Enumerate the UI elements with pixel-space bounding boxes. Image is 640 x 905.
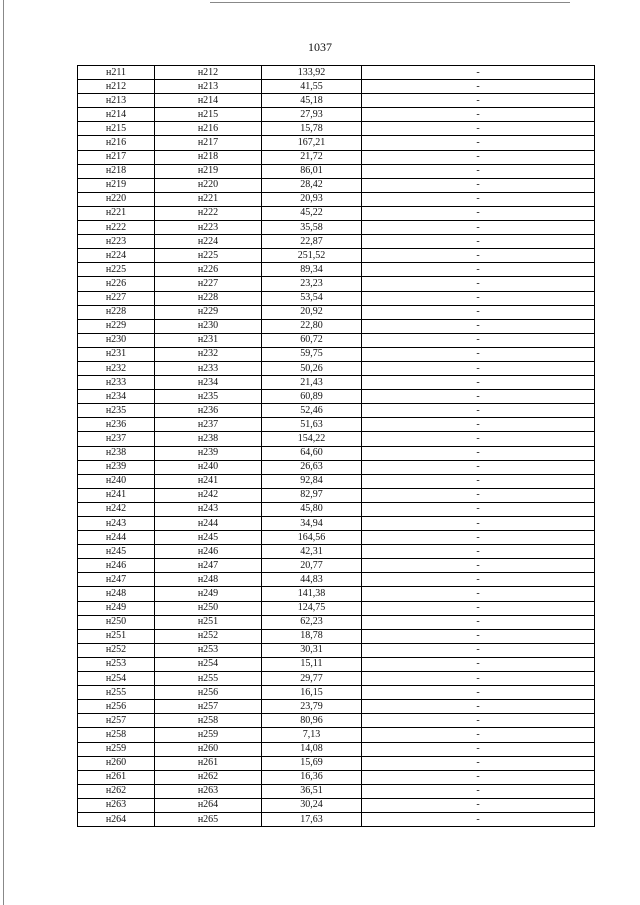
note-cell: - bbox=[362, 629, 595, 643]
note-cell: - bbox=[362, 446, 595, 460]
from-point-cell: н244 bbox=[78, 531, 155, 545]
table-row bbox=[78, 66, 595, 80]
length-cell: 15,78 bbox=[262, 122, 362, 136]
note-cell: - bbox=[362, 305, 595, 319]
note-cell: - bbox=[362, 206, 595, 220]
to-point-cell: н254 bbox=[155, 657, 262, 671]
segments-table bbox=[77, 65, 595, 827]
table-row bbox=[78, 531, 595, 545]
note-cell: - bbox=[362, 474, 595, 488]
from-point-cell: н214 bbox=[78, 108, 155, 122]
from-point-cell: н237 bbox=[78, 432, 155, 446]
note-cell: - bbox=[362, 263, 595, 277]
from-point-cell: н254 bbox=[78, 672, 155, 686]
length-cell: 86,01 bbox=[262, 164, 362, 178]
length-cell: 14,08 bbox=[262, 742, 362, 756]
from-point-cell: н232 bbox=[78, 361, 155, 375]
length-cell: 18,78 bbox=[262, 629, 362, 643]
note-cell: - bbox=[362, 770, 595, 784]
to-point-cell: н260 bbox=[155, 742, 262, 756]
table-row bbox=[78, 94, 595, 108]
to-point-cell: н251 bbox=[155, 615, 262, 629]
note-cell: - bbox=[362, 418, 595, 432]
to-point-cell: н237 bbox=[155, 418, 262, 432]
from-point-cell: н263 bbox=[78, 798, 155, 812]
table-row bbox=[78, 235, 595, 249]
table-row bbox=[78, 108, 595, 122]
from-point-cell: н261 bbox=[78, 770, 155, 784]
note-cell: - bbox=[362, 319, 595, 333]
table-row bbox=[78, 488, 595, 502]
length-cell: 29,77 bbox=[262, 672, 362, 686]
from-point-cell: н235 bbox=[78, 404, 155, 418]
from-point-cell: н243 bbox=[78, 517, 155, 531]
length-cell: 30,31 bbox=[262, 643, 362, 657]
to-point-cell: н250 bbox=[155, 601, 262, 615]
note-cell: - bbox=[362, 108, 595, 122]
to-point-cell: н222 bbox=[155, 206, 262, 220]
to-point-cell: н255 bbox=[155, 672, 262, 686]
length-cell: 22,87 bbox=[262, 235, 362, 249]
note-cell: - bbox=[362, 784, 595, 798]
table-row bbox=[78, 376, 595, 390]
from-point-cell: н248 bbox=[78, 587, 155, 601]
table-row bbox=[78, 206, 595, 220]
note-cell: - bbox=[362, 192, 595, 206]
table-row bbox=[78, 277, 595, 291]
length-cell: 154,22 bbox=[262, 432, 362, 446]
table-row bbox=[78, 249, 595, 263]
length-cell: 92,84 bbox=[262, 474, 362, 488]
note-cell: - bbox=[362, 376, 595, 390]
length-cell: 23,23 bbox=[262, 277, 362, 291]
from-point-cell: н238 bbox=[78, 446, 155, 460]
table-row bbox=[78, 545, 595, 559]
from-point-cell: н230 bbox=[78, 333, 155, 347]
note-cell: - bbox=[362, 136, 595, 150]
from-point-cell: н234 bbox=[78, 390, 155, 404]
from-point-cell: н227 bbox=[78, 291, 155, 305]
to-point-cell: н229 bbox=[155, 305, 262, 319]
to-point-cell: н257 bbox=[155, 700, 262, 714]
to-point-cell: н224 bbox=[155, 235, 262, 249]
note-cell: - bbox=[362, 390, 595, 404]
note-cell: - bbox=[362, 291, 595, 305]
to-point-cell: н233 bbox=[155, 361, 262, 375]
note-cell: - bbox=[362, 573, 595, 587]
note-cell: - bbox=[362, 756, 595, 770]
from-point-cell: н222 bbox=[78, 221, 155, 235]
length-cell: 251,52 bbox=[262, 249, 362, 263]
to-point-cell: н244 bbox=[155, 517, 262, 531]
note-cell: - bbox=[362, 347, 595, 361]
note-cell: - bbox=[362, 361, 595, 375]
to-point-cell: н223 bbox=[155, 221, 262, 235]
table-row bbox=[78, 784, 595, 798]
length-cell: 45,18 bbox=[262, 94, 362, 108]
to-point-cell: н241 bbox=[155, 474, 262, 488]
to-point-cell: н215 bbox=[155, 108, 262, 122]
note-cell: - bbox=[362, 277, 595, 291]
to-point-cell: н213 bbox=[155, 80, 262, 94]
table-row bbox=[78, 517, 595, 531]
length-cell: 141,38 bbox=[262, 587, 362, 601]
note-cell: - bbox=[362, 672, 595, 686]
to-point-cell: н221 bbox=[155, 192, 262, 206]
to-point-cell: н232 bbox=[155, 347, 262, 361]
from-point-cell: н239 bbox=[78, 460, 155, 474]
table-row bbox=[78, 742, 595, 756]
table-row bbox=[78, 221, 595, 235]
from-point-cell: н231 bbox=[78, 347, 155, 361]
from-point-cell: н246 bbox=[78, 559, 155, 573]
from-point-cell: н258 bbox=[78, 728, 155, 742]
from-point-cell: н220 bbox=[78, 192, 155, 206]
to-point-cell: н217 bbox=[155, 136, 262, 150]
note-cell: - bbox=[362, 700, 595, 714]
note-cell: - bbox=[362, 221, 595, 235]
note-cell: - bbox=[362, 615, 595, 629]
note-cell: - bbox=[362, 488, 595, 502]
from-point-cell: н211 bbox=[78, 66, 155, 80]
length-cell: 62,23 bbox=[262, 615, 362, 629]
length-cell: 30,24 bbox=[262, 798, 362, 812]
note-cell: - bbox=[362, 122, 595, 136]
note-cell: - bbox=[362, 150, 595, 164]
scan-top-edge bbox=[210, 2, 570, 3]
note-cell: - bbox=[362, 178, 595, 192]
table-row bbox=[78, 150, 595, 164]
length-cell: 17,63 bbox=[262, 812, 362, 826]
to-point-cell: н243 bbox=[155, 502, 262, 516]
table-row bbox=[78, 502, 595, 516]
note-cell: - bbox=[362, 742, 595, 756]
table-row bbox=[78, 361, 595, 375]
from-point-cell: н216 bbox=[78, 136, 155, 150]
to-point-cell: н262 bbox=[155, 770, 262, 784]
from-point-cell: н215 bbox=[78, 122, 155, 136]
note-cell: - bbox=[362, 333, 595, 347]
to-point-cell: н242 bbox=[155, 488, 262, 502]
from-point-cell: н229 bbox=[78, 319, 155, 333]
table-row bbox=[78, 390, 595, 404]
length-cell: 124,75 bbox=[262, 601, 362, 615]
note-cell: - bbox=[362, 94, 595, 108]
from-point-cell: н213 bbox=[78, 94, 155, 108]
table-row bbox=[78, 601, 595, 615]
to-point-cell: н235 bbox=[155, 390, 262, 404]
scan-left-edge bbox=[3, 0, 4, 905]
to-point-cell: н236 bbox=[155, 404, 262, 418]
table-row bbox=[78, 672, 595, 686]
note-cell: - bbox=[362, 587, 595, 601]
from-point-cell: н250 bbox=[78, 615, 155, 629]
from-point-cell: н251 bbox=[78, 629, 155, 643]
length-cell: 41,55 bbox=[262, 80, 362, 94]
length-cell: 34,94 bbox=[262, 517, 362, 531]
to-point-cell: н249 bbox=[155, 587, 262, 601]
table-row bbox=[78, 812, 595, 826]
page-number: 1037 bbox=[308, 40, 332, 54]
to-point-cell: н216 bbox=[155, 122, 262, 136]
length-cell: 35,58 bbox=[262, 221, 362, 235]
from-point-cell: н249 bbox=[78, 601, 155, 615]
table-row bbox=[78, 686, 595, 700]
note-cell: - bbox=[362, 812, 595, 826]
table-row bbox=[78, 643, 595, 657]
from-point-cell: н240 bbox=[78, 474, 155, 488]
to-point-cell: н245 bbox=[155, 531, 262, 545]
length-cell: 28,42 bbox=[262, 178, 362, 192]
length-cell: 80,96 bbox=[262, 714, 362, 728]
length-cell: 21,72 bbox=[262, 150, 362, 164]
table-row bbox=[78, 418, 595, 432]
length-cell: 50,26 bbox=[262, 361, 362, 375]
from-point-cell: н253 bbox=[78, 657, 155, 671]
from-point-cell: н233 bbox=[78, 376, 155, 390]
table-row bbox=[78, 404, 595, 418]
table-row bbox=[78, 80, 595, 94]
note-cell: - bbox=[362, 80, 595, 94]
table-row bbox=[78, 714, 595, 728]
note-cell: - bbox=[362, 714, 595, 728]
table-row bbox=[78, 657, 595, 671]
length-cell: 44,83 bbox=[262, 573, 362, 587]
length-cell: 7,13 bbox=[262, 728, 362, 742]
from-point-cell: н241 bbox=[78, 488, 155, 502]
length-cell: 167,21 bbox=[262, 136, 362, 150]
length-cell: 82,97 bbox=[262, 488, 362, 502]
to-point-cell: н238 bbox=[155, 432, 262, 446]
length-cell: 20,93 bbox=[262, 192, 362, 206]
from-point-cell: н226 bbox=[78, 277, 155, 291]
length-cell: 27,93 bbox=[262, 108, 362, 122]
to-point-cell: н265 bbox=[155, 812, 262, 826]
from-point-cell: н223 bbox=[78, 235, 155, 249]
length-cell: 64,60 bbox=[262, 446, 362, 460]
from-point-cell: н257 bbox=[78, 714, 155, 728]
table-row bbox=[78, 573, 595, 587]
table-row bbox=[78, 770, 595, 784]
table-row bbox=[78, 164, 595, 178]
from-point-cell: н264 bbox=[78, 812, 155, 826]
table-row bbox=[78, 178, 595, 192]
length-cell: 60,89 bbox=[262, 390, 362, 404]
table-row bbox=[78, 432, 595, 446]
to-point-cell: н212 bbox=[155, 66, 262, 80]
to-point-cell: н259 bbox=[155, 728, 262, 742]
from-point-cell: н221 bbox=[78, 206, 155, 220]
to-point-cell: н234 bbox=[155, 376, 262, 390]
note-cell: - bbox=[362, 657, 595, 671]
length-cell: 20,77 bbox=[262, 559, 362, 573]
table-row bbox=[78, 559, 595, 573]
from-point-cell: н260 bbox=[78, 756, 155, 770]
from-point-cell: н259 bbox=[78, 742, 155, 756]
to-point-cell: н258 bbox=[155, 714, 262, 728]
from-point-cell: н228 bbox=[78, 305, 155, 319]
table-row bbox=[78, 291, 595, 305]
note-cell: - bbox=[362, 249, 595, 263]
note-cell: - bbox=[362, 66, 595, 80]
length-cell: 23,79 bbox=[262, 700, 362, 714]
to-point-cell: н225 bbox=[155, 249, 262, 263]
to-point-cell: н227 bbox=[155, 277, 262, 291]
table-row bbox=[78, 460, 595, 474]
from-point-cell: н256 bbox=[78, 700, 155, 714]
length-cell: 16,15 bbox=[262, 686, 362, 700]
table-row bbox=[78, 798, 595, 812]
from-point-cell: н218 bbox=[78, 164, 155, 178]
table-body bbox=[78, 66, 595, 827]
from-point-cell: н219 bbox=[78, 178, 155, 192]
note-cell: - bbox=[362, 601, 595, 615]
from-point-cell: н217 bbox=[78, 150, 155, 164]
length-cell: 52,46 bbox=[262, 404, 362, 418]
table-row bbox=[78, 192, 595, 206]
to-point-cell: н231 bbox=[155, 333, 262, 347]
table-row bbox=[78, 263, 595, 277]
note-cell: - bbox=[362, 643, 595, 657]
to-point-cell: н256 bbox=[155, 686, 262, 700]
length-cell: 53,54 bbox=[262, 291, 362, 305]
length-cell: 42,31 bbox=[262, 545, 362, 559]
note-cell: - bbox=[362, 460, 595, 474]
from-point-cell: н262 bbox=[78, 784, 155, 798]
table-row bbox=[78, 629, 595, 643]
to-point-cell: н246 bbox=[155, 545, 262, 559]
table-row bbox=[78, 446, 595, 460]
note-cell: - bbox=[362, 545, 595, 559]
to-point-cell: н226 bbox=[155, 263, 262, 277]
table-row bbox=[78, 333, 595, 347]
to-point-cell: н252 bbox=[155, 629, 262, 643]
from-point-cell: н247 bbox=[78, 573, 155, 587]
from-point-cell: н255 bbox=[78, 686, 155, 700]
from-point-cell: н236 bbox=[78, 418, 155, 432]
to-point-cell: н214 bbox=[155, 94, 262, 108]
to-point-cell: н264 bbox=[155, 798, 262, 812]
table-row bbox=[78, 700, 595, 714]
from-point-cell: н224 bbox=[78, 249, 155, 263]
note-cell: - bbox=[362, 517, 595, 531]
to-point-cell: н239 bbox=[155, 446, 262, 460]
note-cell: - bbox=[362, 798, 595, 812]
note-cell: - bbox=[362, 235, 595, 249]
note-cell: - bbox=[362, 559, 595, 573]
from-point-cell: н212 bbox=[78, 80, 155, 94]
table-row bbox=[78, 136, 595, 150]
length-cell: 51,63 bbox=[262, 418, 362, 432]
note-cell: - bbox=[362, 728, 595, 742]
from-point-cell: н225 bbox=[78, 263, 155, 277]
table-row bbox=[78, 122, 595, 136]
length-cell: 45,80 bbox=[262, 502, 362, 516]
note-cell: - bbox=[362, 531, 595, 545]
to-point-cell: н253 bbox=[155, 643, 262, 657]
note-cell: - bbox=[362, 432, 595, 446]
to-point-cell: н219 bbox=[155, 164, 262, 178]
length-cell: 22,80 bbox=[262, 319, 362, 333]
from-point-cell: н245 bbox=[78, 545, 155, 559]
to-point-cell: н240 bbox=[155, 460, 262, 474]
from-point-cell: н242 bbox=[78, 502, 155, 516]
length-cell: 164,56 bbox=[262, 531, 362, 545]
to-point-cell: н261 bbox=[155, 756, 262, 770]
length-cell: 59,75 bbox=[262, 347, 362, 361]
to-point-cell: н218 bbox=[155, 150, 262, 164]
note-cell: - bbox=[362, 686, 595, 700]
length-cell: 21,43 bbox=[262, 376, 362, 390]
length-cell: 60,72 bbox=[262, 333, 362, 347]
table-row bbox=[78, 319, 595, 333]
length-cell: 133,92 bbox=[262, 66, 362, 80]
length-cell: 45,22 bbox=[262, 206, 362, 220]
table-row bbox=[78, 756, 595, 770]
length-cell: 26,63 bbox=[262, 460, 362, 474]
to-point-cell: н263 bbox=[155, 784, 262, 798]
to-point-cell: н230 bbox=[155, 319, 262, 333]
to-point-cell: н228 bbox=[155, 291, 262, 305]
table-row bbox=[78, 615, 595, 629]
length-cell: 89,34 bbox=[262, 263, 362, 277]
note-cell: - bbox=[362, 164, 595, 178]
table-row bbox=[78, 587, 595, 601]
from-point-cell: н252 bbox=[78, 643, 155, 657]
table-row bbox=[78, 728, 595, 742]
note-cell: - bbox=[362, 404, 595, 418]
note-cell: - bbox=[362, 502, 595, 516]
to-point-cell: н248 bbox=[155, 573, 262, 587]
to-point-cell: н220 bbox=[155, 178, 262, 192]
table-row bbox=[78, 474, 595, 488]
length-cell: 15,69 bbox=[262, 756, 362, 770]
length-cell: 16,36 bbox=[262, 770, 362, 784]
length-cell: 36,51 bbox=[262, 784, 362, 798]
table-row bbox=[78, 347, 595, 361]
table-row bbox=[78, 305, 595, 319]
length-cell: 15,11 bbox=[262, 657, 362, 671]
to-point-cell: н247 bbox=[155, 559, 262, 573]
length-cell: 20,92 bbox=[262, 305, 362, 319]
